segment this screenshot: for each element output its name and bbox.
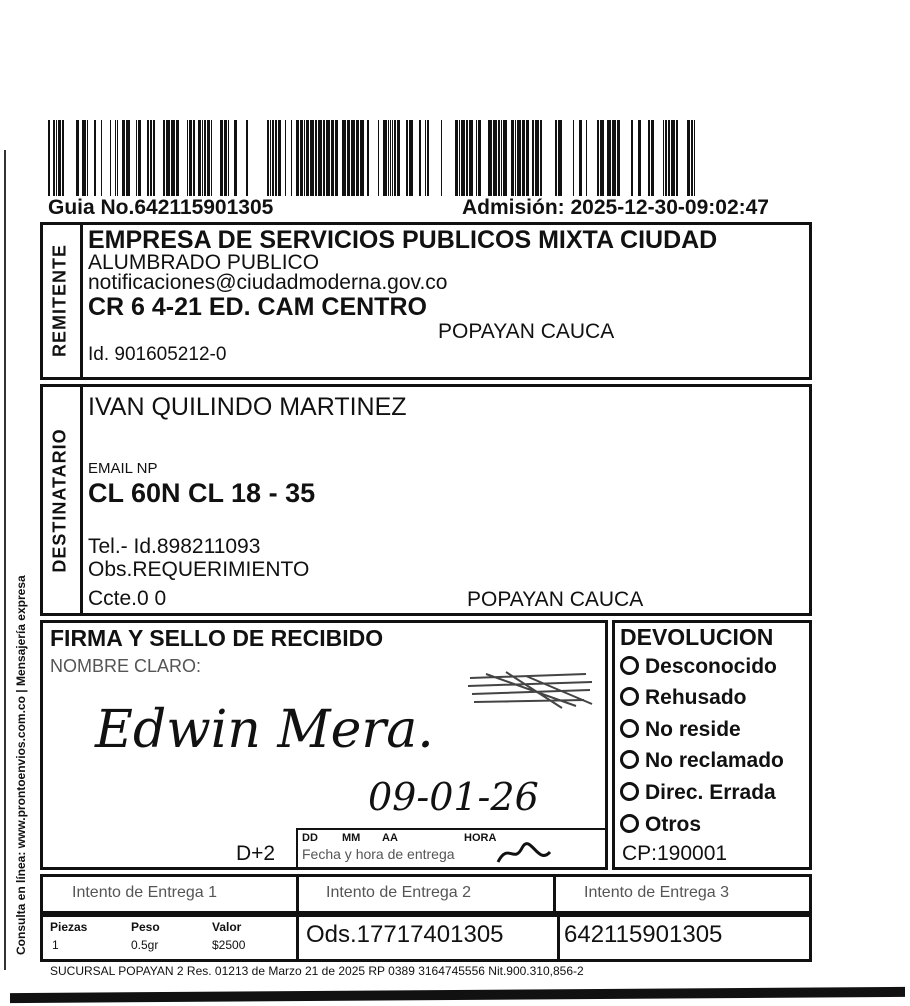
radio-icon [620, 750, 639, 769]
valor-value: $2500 [212, 938, 246, 952]
barcode [48, 120, 698, 196]
destinatario-obs: Obs.REQUERIMIENTO [88, 558, 310, 581]
stamp-scribble [466, 668, 596, 710]
piezas-divider-1 [296, 914, 299, 962]
remitente-id: Id. 901605212-0 [88, 344, 227, 365]
intento-3: Intento de Entrega 3 [584, 884, 729, 901]
valor-header: Valor [212, 920, 242, 934]
signature: Edwin Mera. [95, 700, 434, 760]
remitente-dept: ALUMBRADO PUBLICO [88, 251, 320, 274]
fecha-hora: HORA [464, 832, 497, 844]
left-edge-line [4, 150, 6, 970]
radio-icon [620, 719, 639, 738]
devolucion-option-direc-errada[interactable]: Direc. Errada [620, 781, 776, 805]
destinatario-email: EMAIL NP [88, 460, 158, 477]
piezas-divider-2 [557, 914, 560, 962]
fecha-mm: MM [342, 832, 361, 844]
remitente-email: notificaciones@ciudadmoderna.gov.co [88, 271, 448, 294]
peso-value: 0.5gr [131, 938, 159, 952]
destinatario-label: DESTINATARIO [49, 428, 70, 573]
radio-icon [620, 687, 639, 706]
radio-icon [620, 814, 639, 833]
bottom-edge [10, 987, 905, 1003]
fecha-aa: AA [382, 832, 398, 844]
devolucion-option-rehusado[interactable]: Rehusado [620, 686, 747, 710]
peso-header: Peso [131, 920, 160, 934]
guia-number-bottom: 642115901305 [564, 921, 723, 948]
devolucion-option-no-reclamado[interactable]: No reclamado [620, 749, 784, 773]
radio-icon [620, 656, 639, 675]
devolucion-option-desconocido[interactable]: Desconocido [620, 655, 777, 679]
remitente-divider [80, 222, 83, 380]
ods-number: Ods.17717401305 [306, 921, 504, 948]
footer-text: SUCURSAL POPAYAN 2 Res. 01213 de Marzo 21 de 2025 RP 0389 3164745556 Nit.900.310,856-2 [50, 964, 584, 978]
intentos-divider-1 [296, 874, 299, 914]
devolucion-option-no-reside[interactable]: No reside [620, 718, 741, 742]
destinatario-address: CL 60N CL 18 - 35 [88, 478, 316, 508]
remitente-label: REMITENTE [49, 244, 70, 358]
fecha-dd: DD [302, 832, 318, 844]
hora-scribble [494, 834, 554, 870]
piezas-header: Piezas [50, 920, 88, 934]
intento-1: Intento de Entrega 1 [72, 884, 217, 901]
firma-title: FIRMA Y SELLO DE RECIBIDO [50, 625, 384, 651]
destinatario-name: IVAN QUILINDO MARTINEZ [88, 393, 407, 421]
remitente-address: CR 6 4-21 ED. CAM CENTRO [88, 293, 427, 321]
nombre-claro-label: NOMBRE CLARO: [50, 656, 202, 676]
intentos-divider-2 [553, 874, 556, 914]
d-plus-label: D+2 [236, 842, 276, 865]
destinatario-tel: Tel.- Id.898211093 [88, 535, 261, 558]
handwritten-date: 09-01-26 [368, 775, 539, 819]
codigo-postal: CP:190001 [622, 842, 728, 865]
remitente-company: EMPRESA DE SERVICIOS PUBLICOS MIXTA CIUDAD [88, 226, 718, 254]
remitente-city: POPAYAN CAUCA [438, 320, 615, 343]
guia-number: Guia No.642115901305 [48, 196, 274, 219]
radio-icon [620, 782, 639, 801]
piezas-value: 1 [52, 938, 59, 952]
devolucion-title: DEVOLUCION [620, 624, 774, 650]
fecha-caption: Fecha y hora de entrega [302, 846, 455, 862]
admision-date: Admisión: 2025-12-30-09:02:47 [462, 196, 769, 219]
intento-2: Intento de Entrega 2 [326, 884, 471, 901]
sidebar-text: Consulta en línea: www.prontoenvios.com.co | Mensajería expresa [14, 575, 28, 955]
destinatario-divider [80, 384, 83, 616]
devolucion-option-otros[interactable]: Otros [620, 813, 701, 837]
destinatario-ccte: Ccte.0 0 [88, 587, 167, 610]
destinatario-city: POPAYAN CAUCA [467, 588, 644, 611]
